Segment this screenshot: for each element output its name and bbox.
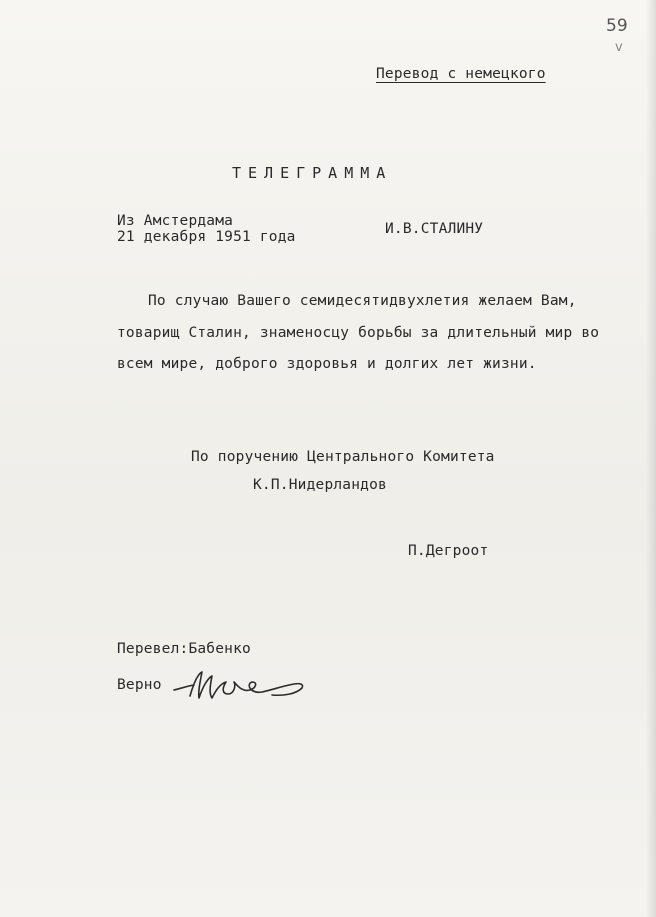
page-number: 59 [606,16,628,36]
telegram-date: 21 декабря 1951 года [117,229,296,245]
body-line-3: всем мире, доброго здоровья и долгих лет жизни. [117,356,537,372]
addressee: И.В.СТАЛИНУ [385,221,484,237]
verified-label: Верно [117,677,162,693]
page-check-mark: v [615,40,623,55]
translation-note: Перевод с немецкого [376,66,546,82]
page-edge-shadow [646,0,656,917]
origin-city: Из Амстердама [117,213,234,229]
body-line-1: По случаю Вашего семидесятидвухлетия желаем Вам, [148,293,577,309]
signatory-name: П.Дегроот [408,543,489,559]
body-line-2: товарищ Сталин, знаменосцу борьбы за длительный мир во [117,325,600,341]
sender-line-2: К.П.Нидерландов [253,477,387,493]
document-title: ТЕЛЕГРАММА [232,164,393,182]
sender-line-1: По поручению Центрального Комитета [191,449,495,465]
translator-line: Перевел:Бабенко [117,641,251,657]
handwritten-signature [172,668,307,708]
